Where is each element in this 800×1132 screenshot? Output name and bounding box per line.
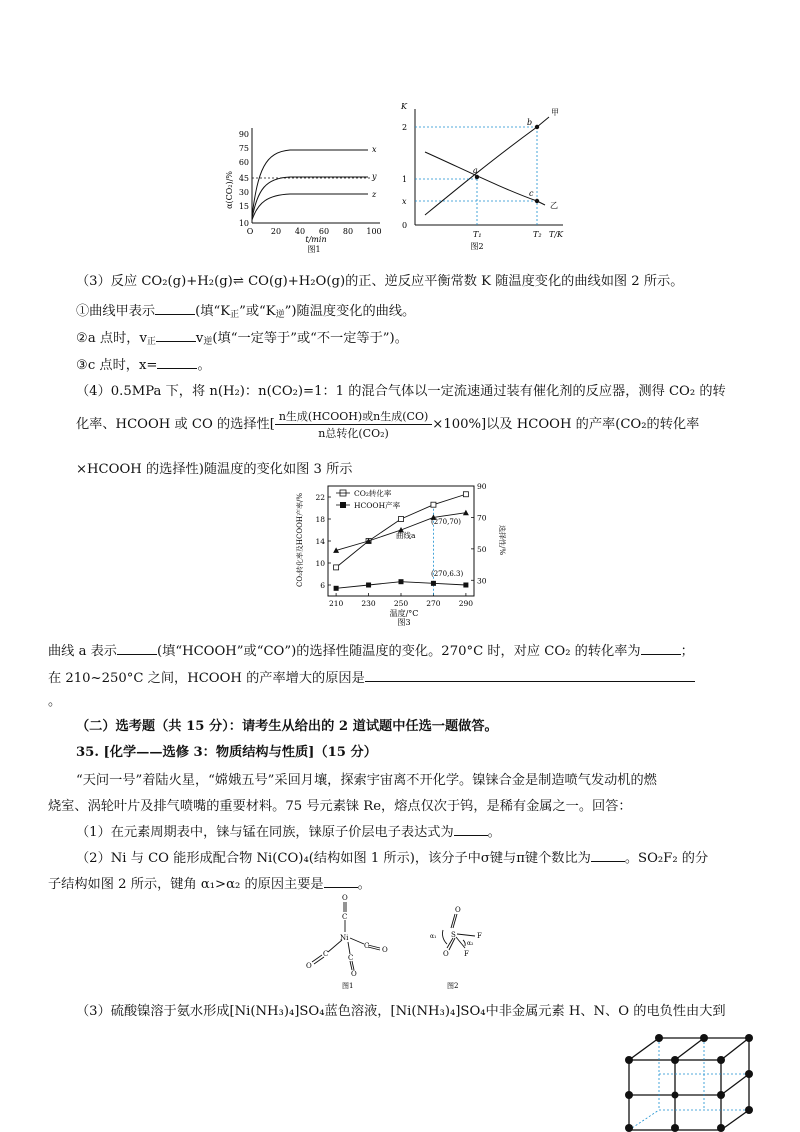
figure-2-k-plot xyxy=(393,97,578,257)
equilibrium-arrow-icon: ⇌ xyxy=(232,274,244,289)
fig1-xtick: 100 xyxy=(366,227,382,236)
fig3-ytick-right: 30 xyxy=(477,576,487,586)
fig1-curve-label: x xyxy=(372,145,377,154)
fig2-point-b xyxy=(535,125,539,129)
mol-atom: S xyxy=(451,931,456,939)
selectivity-fraction: $\frac{\text{n生成(HCOOH)或n生成(CO)}}{\text{n总转化(CO₂)}}$ xyxy=(275,408,432,441)
fig3-point-hcooh xyxy=(463,583,468,588)
fig2-xtick: T₂ xyxy=(533,230,542,239)
fig2-caption: 图2 xyxy=(470,242,484,251)
fig3-point-co2 xyxy=(463,492,468,497)
fig3-xtick: 230 xyxy=(361,599,376,608)
fig2-ytick: 2 xyxy=(402,123,408,132)
q3-item-3: ③c 点时，x= 。 xyxy=(76,358,211,373)
q3-item-1: ①曲线甲表示 (填“$K_正$”或“$K_逆$”)随温度变化的曲线。 xyxy=(76,304,416,320)
mol-atom: C xyxy=(342,913,348,921)
fig3-point-co2 xyxy=(399,517,404,522)
fig1-ytick: 45 xyxy=(238,174,249,183)
fig3-legend-2: HCOOH产率 xyxy=(354,501,401,510)
fig1-xtick: 80 xyxy=(342,227,354,236)
fig2-ytick: 1 xyxy=(402,175,408,184)
fig3-xtick: 270 xyxy=(426,599,441,608)
answer-blank[interactable] xyxy=(155,302,195,315)
mol-atom: O xyxy=(443,950,449,958)
so2f2-structure xyxy=(425,900,505,990)
fig3-point-hcooh xyxy=(431,581,436,586)
fig3-xtick: 250 xyxy=(393,599,409,608)
fig3-legend-1: CO₂转化率 xyxy=(354,489,392,498)
fig3-point-hcooh xyxy=(366,583,371,588)
fig1-ylabel: α(CO₂)/% xyxy=(225,171,234,209)
answer-blank[interactable] xyxy=(157,356,197,369)
answer-blank[interactable] xyxy=(365,669,695,682)
mol-angle-label: α₂ xyxy=(467,940,474,947)
mol-atom: O xyxy=(342,894,348,902)
fig3-ylabel-left: CO₂转化率及HCOOH产率/% xyxy=(296,493,304,587)
mol-atom: Ni xyxy=(340,934,349,942)
q35-sub-1: （1）在元素周期表中，铼与锰在同族，铼原子价层电子表达式为 。 xyxy=(76,825,501,840)
mol-atom: C xyxy=(323,950,329,958)
figure-1-conversion-plot xyxy=(220,120,390,255)
answer-blank[interactable] xyxy=(117,642,157,655)
fig2-series-label: 甲 xyxy=(551,108,559,117)
q4-answer-line-2: 在 210~250°C 之间，HCOOH 的产率增大的原因是 xyxy=(48,667,800,686)
fig2-point-c xyxy=(535,199,539,203)
q4-line-2: 化率、HCOOH 或 CO 的选择性[ $\frac{\text{n生成(HCOOH)或n生成(CO)}}{\text{n总转化(CO₂)}}$ ×100%]以及 HCOOH 的产率(CO₂的转化率 xyxy=(76,410,700,440)
fig2-point-a xyxy=(475,175,479,179)
answer-blank[interactable] xyxy=(591,849,625,862)
fig3-ylabel-right: 选择性/% xyxy=(498,524,506,556)
fig3-annotation-1: (270,70) xyxy=(431,518,461,526)
q3-item-2: ②a 点时，$v_正$ $v_逆$(填“一定等于”或“不一定等于”)。 xyxy=(76,331,408,347)
section-2-heading: （二）选考题（共 15 分）：请考生从给出的 2 道试题中任选一题做答。 xyxy=(76,719,498,734)
ni-co4-structure xyxy=(298,892,398,990)
q35-title: 35. [化学——选修 3：物质结构与性质]（15 分） xyxy=(76,745,377,760)
fig3-ytick-left: 6 xyxy=(320,581,325,590)
q35-para-1: “天问一号”着陆火星，“嫦娥五号”采回月壤，探索宇宙离不开化学。镍铼合金是制造喷气发动机的燃 xyxy=(76,773,657,788)
answer-blank[interactable] xyxy=(454,823,488,836)
crystal-lattice-figure xyxy=(615,1030,755,1132)
figure-3-chart xyxy=(292,480,507,630)
fig3-ytick-left: 10 xyxy=(315,559,325,568)
fig3-ytick-right: 90 xyxy=(477,482,487,491)
fig2-series-label: 乙 xyxy=(550,201,558,210)
fig3-curve-label: 曲线a xyxy=(396,531,416,540)
fig1-curve-label: z xyxy=(372,190,377,199)
answer-blank[interactable] xyxy=(156,329,196,342)
fig3-annotation-2: (270,6.3) xyxy=(431,570,464,578)
mol-atom: F xyxy=(464,950,469,958)
fig3-ytick-right: 70 xyxy=(477,513,487,523)
fig1-ytick: 15 xyxy=(238,202,249,211)
fig3-ytick-right: 50 xyxy=(477,544,487,554)
fig1-caption: 图1 xyxy=(307,245,321,254)
q4-line-3: ×HCOOH 的选择性)随温度的变化如图 3 所示 xyxy=(76,462,353,477)
mol-caption-1: 图1 xyxy=(342,982,354,990)
fig1-ytick: 75 xyxy=(238,144,249,153)
q35-sub-3: （3）硫酸镍溶于氨水形成[Ni(NH₃)₄]SO₄蓝色溶液，[Ni(NH₃)₄]SO₄中非金属元素 H、N、O 的电负性由大到 xyxy=(76,1004,726,1019)
mol-atom: O xyxy=(306,962,312,970)
fig3-ytick-left: 18 xyxy=(315,515,325,524)
answer-blank[interactable] xyxy=(641,642,681,655)
mol-atom: C xyxy=(364,942,370,950)
fig2-ytick: x xyxy=(402,197,407,206)
mol-atom: C xyxy=(348,954,354,962)
fig3-point-hcooh xyxy=(334,586,339,591)
mol-angle-label: α₁ xyxy=(430,933,437,940)
fig3-xlabel: 温度/°C xyxy=(389,609,419,618)
q4-answer-end: 。 xyxy=(48,694,62,709)
mol-atom: O xyxy=(351,970,357,978)
fig1-xtick: 60 xyxy=(318,227,330,236)
fig3-ytick-left: 22 xyxy=(315,493,325,502)
fig2-ytick: 0 xyxy=(402,221,408,230)
mol-atom: O xyxy=(382,946,388,954)
fig3-point-curve-a xyxy=(463,510,469,516)
fig1-curve-label: y xyxy=(372,172,377,181)
fig3-point-co2 xyxy=(334,565,339,570)
fig3-ytick-left: 14 xyxy=(315,537,325,546)
q35-para-2: 烧室、涡轮叶片及排气喷嘴的重要材料。75 号元素铼 Re，熔点仅次于钨，是稀有金属之一。回答： xyxy=(48,799,632,814)
fig2-point-label: a xyxy=(473,166,478,175)
q3-intro: （3）反应 CO₂(g)+H₂(g)⇌ CO(g)+H₂O(g)的正、逆反应平衡常数 K 随温度变化的曲线如图 2 所示。 xyxy=(76,274,684,289)
q4-line-1: （4）0.5MPa 下，将 n(H₂)：n(CO₂)=1：1 的混合气体以一定流速通过装有催化剂的反应器，测得 CO₂ 的转 xyxy=(76,384,726,399)
mol-atom: F xyxy=(477,932,482,940)
fig1-xlabel: t/min xyxy=(305,235,327,244)
fig3-xtick: 290 xyxy=(458,599,474,608)
fig2-xlabel: T/K xyxy=(549,230,564,239)
q4-answer-line-1: 曲线 a 表示 (填“HCOOH”或“CO”)的选择性随温度的变化。270°C 时，对应 CO₂ 的转化率为 ； xyxy=(48,644,694,659)
fig3-point-hcooh xyxy=(399,579,404,584)
answer-blank[interactable] xyxy=(324,875,358,888)
fig3-caption: 图3 xyxy=(397,618,411,627)
fig1-ytick: 60 xyxy=(238,158,249,167)
fig3-xtick: 210 xyxy=(328,599,344,608)
fig2-ylabel: K xyxy=(401,102,407,111)
q35-sub-2-cont: 子结构如图 2 所示，键角 α₁>α₂ 的原因主要是 。 xyxy=(48,877,371,892)
fig1-ytick: 90 xyxy=(238,130,249,139)
fig1-ytick: 30 xyxy=(238,188,249,197)
fig2-xtick: T₁ xyxy=(473,230,482,239)
q35-sub-2: （2）Ni 与 CO 能形成配合物 Ni(CO)₄(结构如图 1 所示)，该分子中σ键与π键个数比为 。SO₂F₂ 的分 xyxy=(76,851,709,866)
fig3-point-co2 xyxy=(431,502,436,507)
fig1-xtick: 20 xyxy=(270,227,282,236)
fig1-xtick: 40 xyxy=(294,227,306,236)
mol-atom: O xyxy=(455,906,461,914)
mol-caption-2: 图2 xyxy=(447,982,459,990)
fig1-xtick: O xyxy=(246,227,254,236)
fig2-point-label: c xyxy=(529,189,534,198)
fig1-ytick: 10 xyxy=(238,219,249,228)
fig2-point-label: b xyxy=(527,118,533,127)
